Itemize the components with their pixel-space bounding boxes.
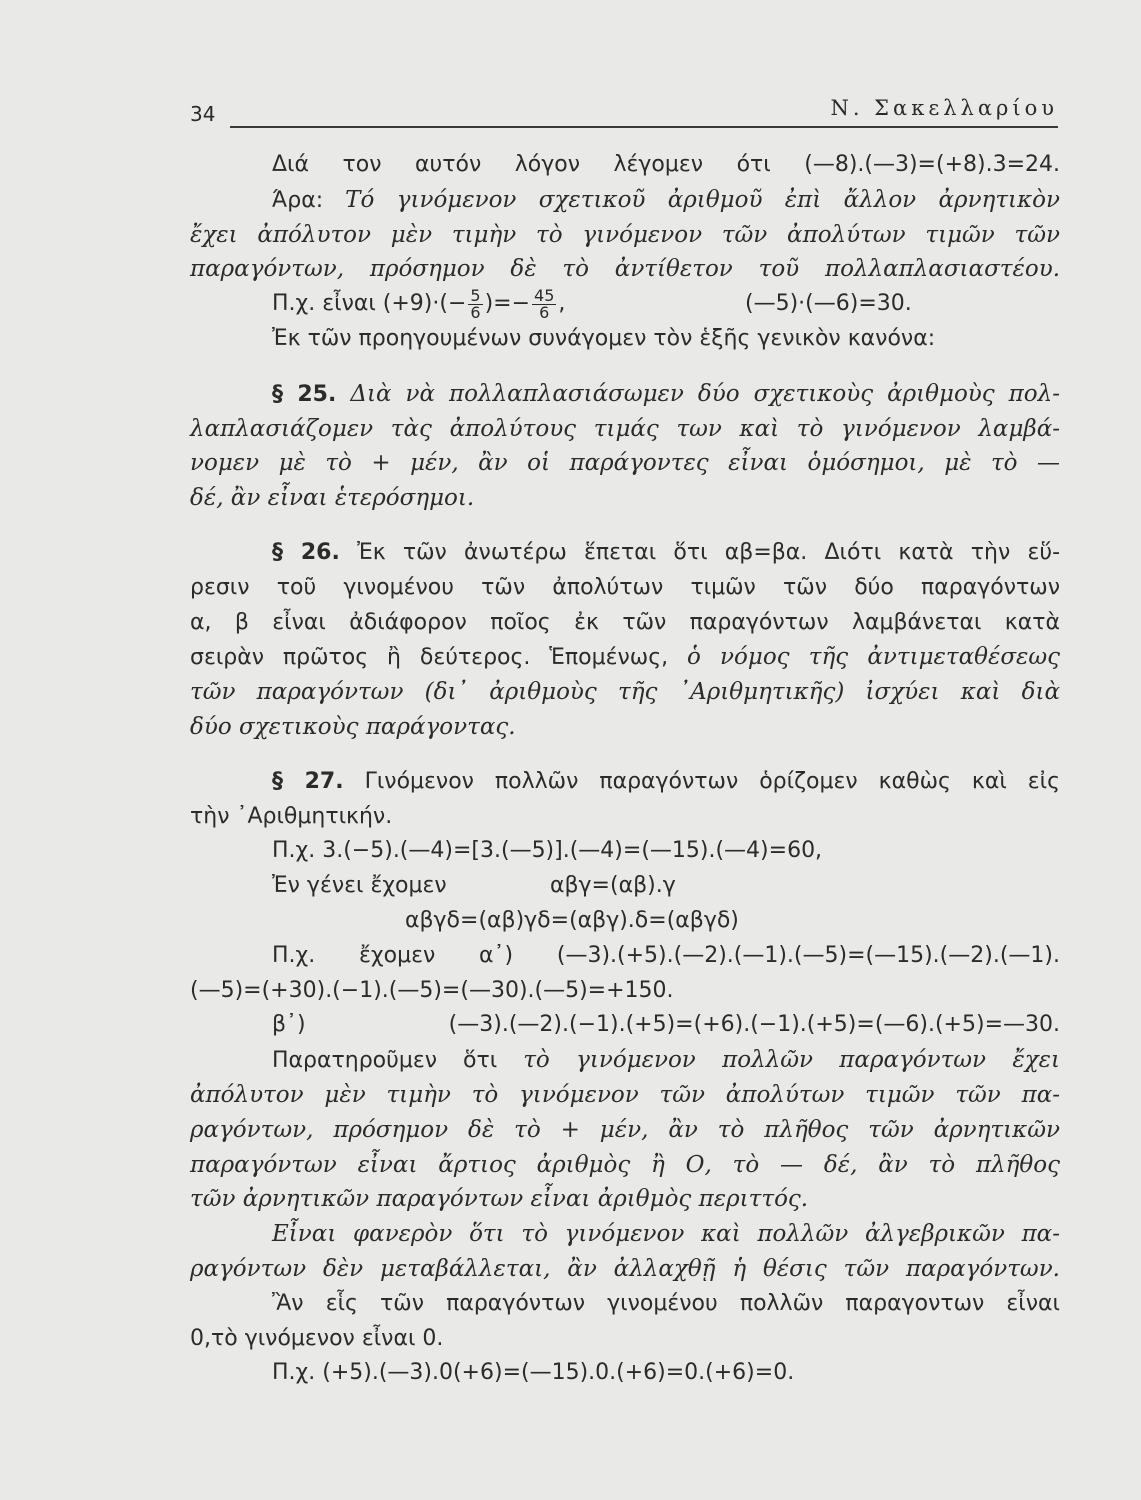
text-line: τῶν παραγόντων (δι᾽ ἀριθμοὺς τῆς ᾽Αριθμητικῆς) ἰσχύει καὶ διὰ — [190, 679, 1060, 706]
text-line: Ἐκ τῶν προηγουμένων συνάγομεν τὸν ἑξῆς γενικὸν κανόνα: — [272, 325, 936, 351]
text-line: νομεν μὲ τὸ + μέν, ἂν οἱ παράγοντες εἶναι ὁμόσημοι, μὲ τὸ — — [190, 450, 1060, 477]
example-line: αβγδ=(αβ)γδ=(αβγ).δ=(αβγδ) — [405, 907, 739, 933]
running-head: Ν. Σακελλαρίου — [830, 96, 1058, 120]
text-line: παραγόντων εἶναι ἄρτιος ἀριθμὸς ἢ Ο, τὸ — δέ, ἂν τὸ πλῆθος — [190, 1151, 1060, 1178]
text-line: Άρα: Τό γινόμενον σχετικοῦ ἀριθμοῦ ἐπὶ ἄλλον ἀρνητικὸν — [272, 186, 1060, 213]
page-header — [190, 92, 1058, 132]
text-line: λαπλασιάζομεν τὰς ἀπολύτους τιμάς των καὶ τὸ γινόμενον λαμβά- — [190, 415, 1060, 442]
fraction: $\frac{5}{6}$ — [470, 285, 481, 322]
text-line: δέ, ἂν εἶναι ἑτερόσημοι. — [190, 485, 475, 512]
example-line: (—5)=(+30).(−1).(—5)=(—30).(—5)=+150. — [190, 977, 674, 1003]
section-27-heading: § 27. Γινόμενον πολλῶν παραγόντων ὁρίζομεν καθὼς καὶ εἰς — [272, 768, 1060, 794]
example-line: β᾽) (—3).(—2).(−1).(+5)=(+6).(−1).(+5)=(—6).(+5)=—30. — [272, 1012, 1060, 1038]
example-line: Π.χ. ἔχομεν α᾽) (—3).(+5).(—2).(—1).(—5)=(—15).(—2).(—1). — [272, 942, 1060, 968]
text-line: ραγόντων, πρόσημον δὲ τὸ + μέν, ἂν τὸ πλῆθος τῶν ἀρνητικῶν — [190, 1116, 1060, 1143]
text-line: Ἂν εἷς τῶν παραγόντων γινομένου πολλῶν παραγοντων εἶναι — [272, 1290, 1060, 1316]
example-line: Π.χ. εἶναι (+9)·(− $\frac{5}{6}$ )=− $\frac{45}{6}$ , (—5)·(—6)=30. — [272, 285, 912, 322]
text-line: Εἶναι φανερὸν ὅτι τὸ γινόμενον καὶ πολλῶν ἀλγεβρικῶν πα- — [272, 1221, 1060, 1248]
text-line: Διά τον αυτόν λόγον λέγομεν ότι (—8).(—3)=(+8).3=24. — [272, 152, 1060, 177]
section-26-heading: § 26. Ἐκ τῶν ἀνωτέρω ἕπεται ὅτι αβ=βα. Διότι κατὰ τὴν εὕ- — [272, 539, 1061, 565]
text-line: 0,τὸ γινόμενον εἶναι 0. — [190, 1325, 444, 1351]
text-line: παραγόντων, πρόσημον δὲ τὸ ἀντίθετον τοῦ πολλαπλασιαστέου. — [190, 256, 1060, 283]
text-line: ρεσιν τοῦ γινομένου τῶν ἀπολύτων τιμῶν τῶν δύο παραγόντων — [190, 574, 1060, 600]
page-body — [190, 148, 1060, 1391]
text-line: τὴν ᾽Αριθμητικήν. — [190, 803, 393, 829]
text-line: ἔχει ἀπόλυτον μὲν τιμὴν τὸ γινόμενον τῶν ἀπολύτων τιμῶν τῶν — [190, 221, 1060, 248]
text-line: ἀπόλυτον μὲν τιμὴν τὸ γινόμενον τῶν ἀπολύτων τιμῶν τῶν πα- — [190, 1081, 1060, 1108]
text-line: Παρατηροῦμεν ὅτι τὸ γινόμενον πολλῶν παραγόντων ἔχει — [272, 1047, 1060, 1074]
header-rule — [230, 126, 1058, 128]
section-25-heading: § 25. Διὰ νὰ πολλαπλασιάσωμεν δύο σχετικοὺς ἀριθμοὺς πολ- — [272, 380, 1060, 407]
text-line: δύο σχετικοὺς παράγοντας. — [190, 713, 516, 740]
text-line: σειρὰν πρῶτος ἢ δεύτερος. Ἑπομένως, ὁ νόμος τῆς ἀντιμεταθέσεως — [190, 644, 1061, 671]
example-line: Ἐν γένει ἔχομεν αβγ=(αβ).γ — [272, 873, 676, 899]
example-line: Π.χ. (+5).(—3).0(+6)=(—15).0.(+6)=0.(+6)=0. — [272, 1360, 795, 1386]
fraction: $\frac{45}{6}$ — [534, 285, 555, 322]
example-line: Π.χ. 3.(−5).(—4)=[3.(—5)].(—4)=(—15).(—4)=60, — [272, 838, 823, 864]
page-number: 34 — [190, 102, 216, 126]
text-line: τῶν ἀρνητικῶν παραγόντων εἶναι ἀριθμὸς περιττός. — [190, 1186, 809, 1213]
text-line: ραγόντων δὲν μεταβάλλεται, ἂν ἀλλαχθῇ ἡ θέσις τῶν παραγόντων. — [190, 1255, 1060, 1282]
text-line: α, β εἶναι ἀδιάφορον ποῖος ἐκ τῶν παραγόντων λαμβάνεται κατὰ — [190, 609, 1060, 635]
